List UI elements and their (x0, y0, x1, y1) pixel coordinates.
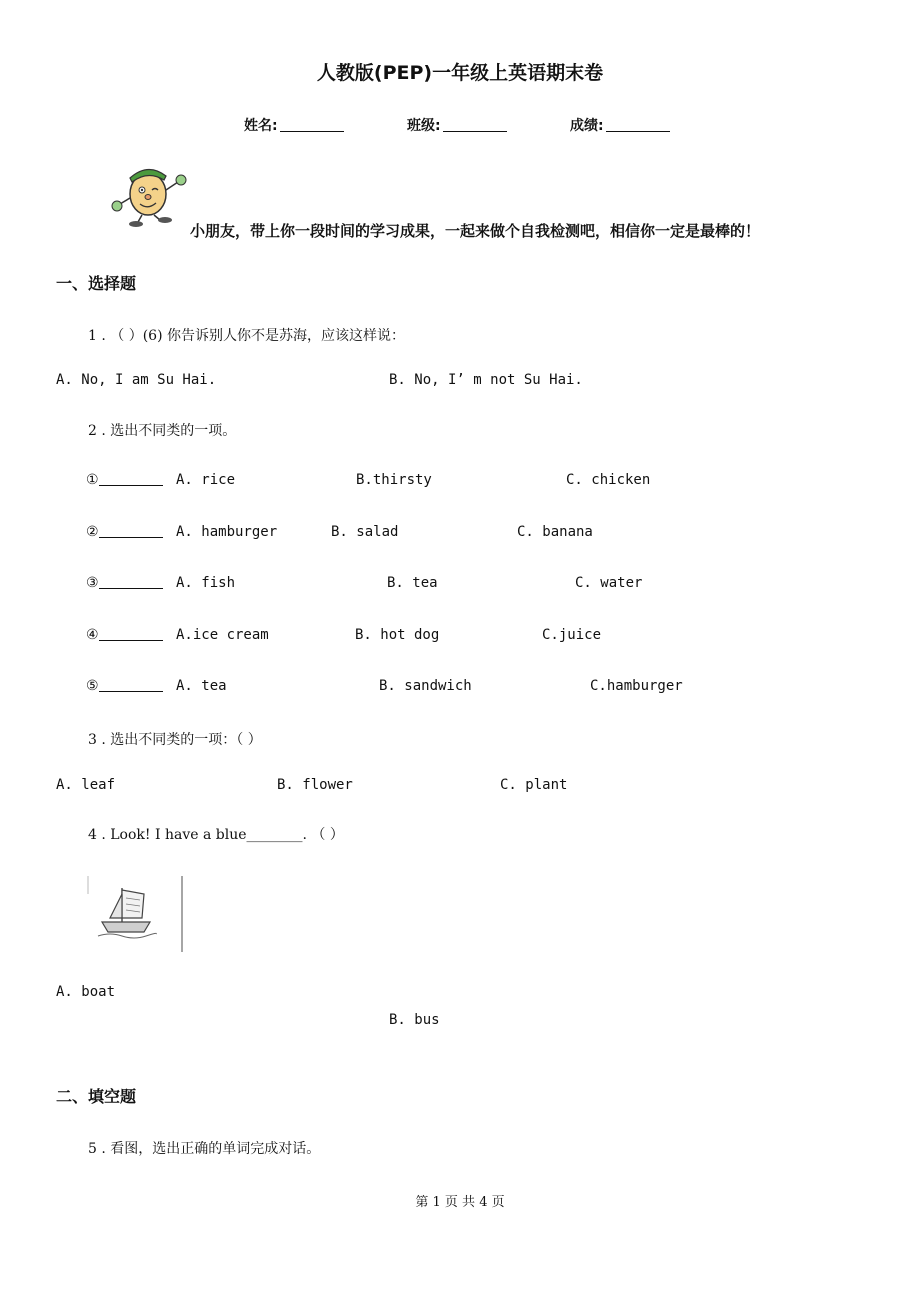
q2-row-4-c: C.juice (542, 627, 602, 643)
question-4: 4 . Look! I have a blue________. （ ） (88, 827, 344, 843)
boat-picture (86, 874, 186, 954)
section-2-title: 二、填空题 (56, 1087, 137, 1106)
q2-row-4-b: B. hot dog (355, 627, 440, 643)
q2-row-5-c: C.hamburger (590, 678, 683, 694)
row-mark: ① (86, 472, 99, 488)
q2-row-1-a: A. rice (176, 472, 236, 488)
q3-option-a: A. leaf (56, 777, 116, 793)
class-field (407, 115, 507, 135)
q2-row-1-c: C. chicken (566, 472, 651, 488)
question-3: 3 . 选出不同类的一项：（ ） (88, 732, 262, 748)
question-1: 1 . （ ）(6) 你告诉别人你不是苏海，应该这样说： (88, 328, 405, 344)
row-mark: ⑤ (86, 678, 99, 694)
class-blank (443, 117, 507, 132)
q2-row-2-a: A. hamburger (176, 524, 278, 540)
row-mark: ② (86, 524, 99, 540)
q2-row-4-a: A.ice cream (176, 627, 269, 643)
q2-row-5-a: A. tea (176, 678, 227, 694)
q2-row-2-b: B. salad (331, 524, 399, 540)
name-label: 姓名: (244, 118, 278, 134)
name-field (244, 115, 344, 135)
intro-text: 小朋友，带上你一段时间的学习成果，一起来做个自我检测吧，相信你一定是最棒的！ (190, 222, 761, 240)
score-field (570, 115, 670, 135)
q2-row-1-b: B.thirsty (356, 472, 432, 488)
page-title: 人教版(PEP)一年级上英语期末卷 (316, 62, 604, 84)
answer-blank (99, 472, 163, 486)
q2-row-5 (86, 678, 163, 694)
q2-row-3-a: A. fish (176, 575, 236, 591)
q2-row-2 (86, 524, 163, 540)
q4-option-a: A. boat (56, 984, 116, 1000)
q4-option-b: B. bus (389, 1012, 440, 1028)
question-5: 5 . 看图，选出正确的单词完成对话。 (88, 1141, 321, 1157)
score-blank (606, 117, 670, 132)
class-label: 班级: (407, 118, 441, 134)
name-blank (280, 117, 344, 132)
answer-blank (99, 575, 163, 589)
q1-option-b: B. No, I’ m not Su Hai. (389, 372, 583, 388)
answer-blank (99, 627, 163, 641)
section-1-title: 一、选择题 (56, 274, 137, 293)
q3-option-c: C. plant (500, 777, 568, 793)
row-mark: ④ (86, 627, 99, 643)
answer-blank (99, 524, 163, 538)
q3-option-b: B. flower (277, 777, 353, 793)
score-label: 成绩: (570, 118, 604, 134)
mascot-illustration (110, 160, 192, 228)
q2-row-5-b: B. sandwich (379, 678, 472, 694)
q2-row-3-c: C. water (575, 575, 643, 591)
row-mark: ③ (86, 575, 99, 591)
q2-row-1 (86, 472, 163, 488)
q2-row-3 (86, 575, 163, 591)
page-footer: 第 1 页 共 4 页 (415, 1195, 505, 1210)
q2-row-4 (86, 627, 163, 643)
q2-row-2-c: C. banana (517, 524, 593, 540)
answer-blank (99, 678, 163, 692)
q1-option-a: A. No, I am Su Hai. (56, 372, 217, 388)
q2-row-3-b: B. tea (387, 575, 438, 591)
question-2: 2 . 选出不同类的一项。 (88, 423, 237, 439)
